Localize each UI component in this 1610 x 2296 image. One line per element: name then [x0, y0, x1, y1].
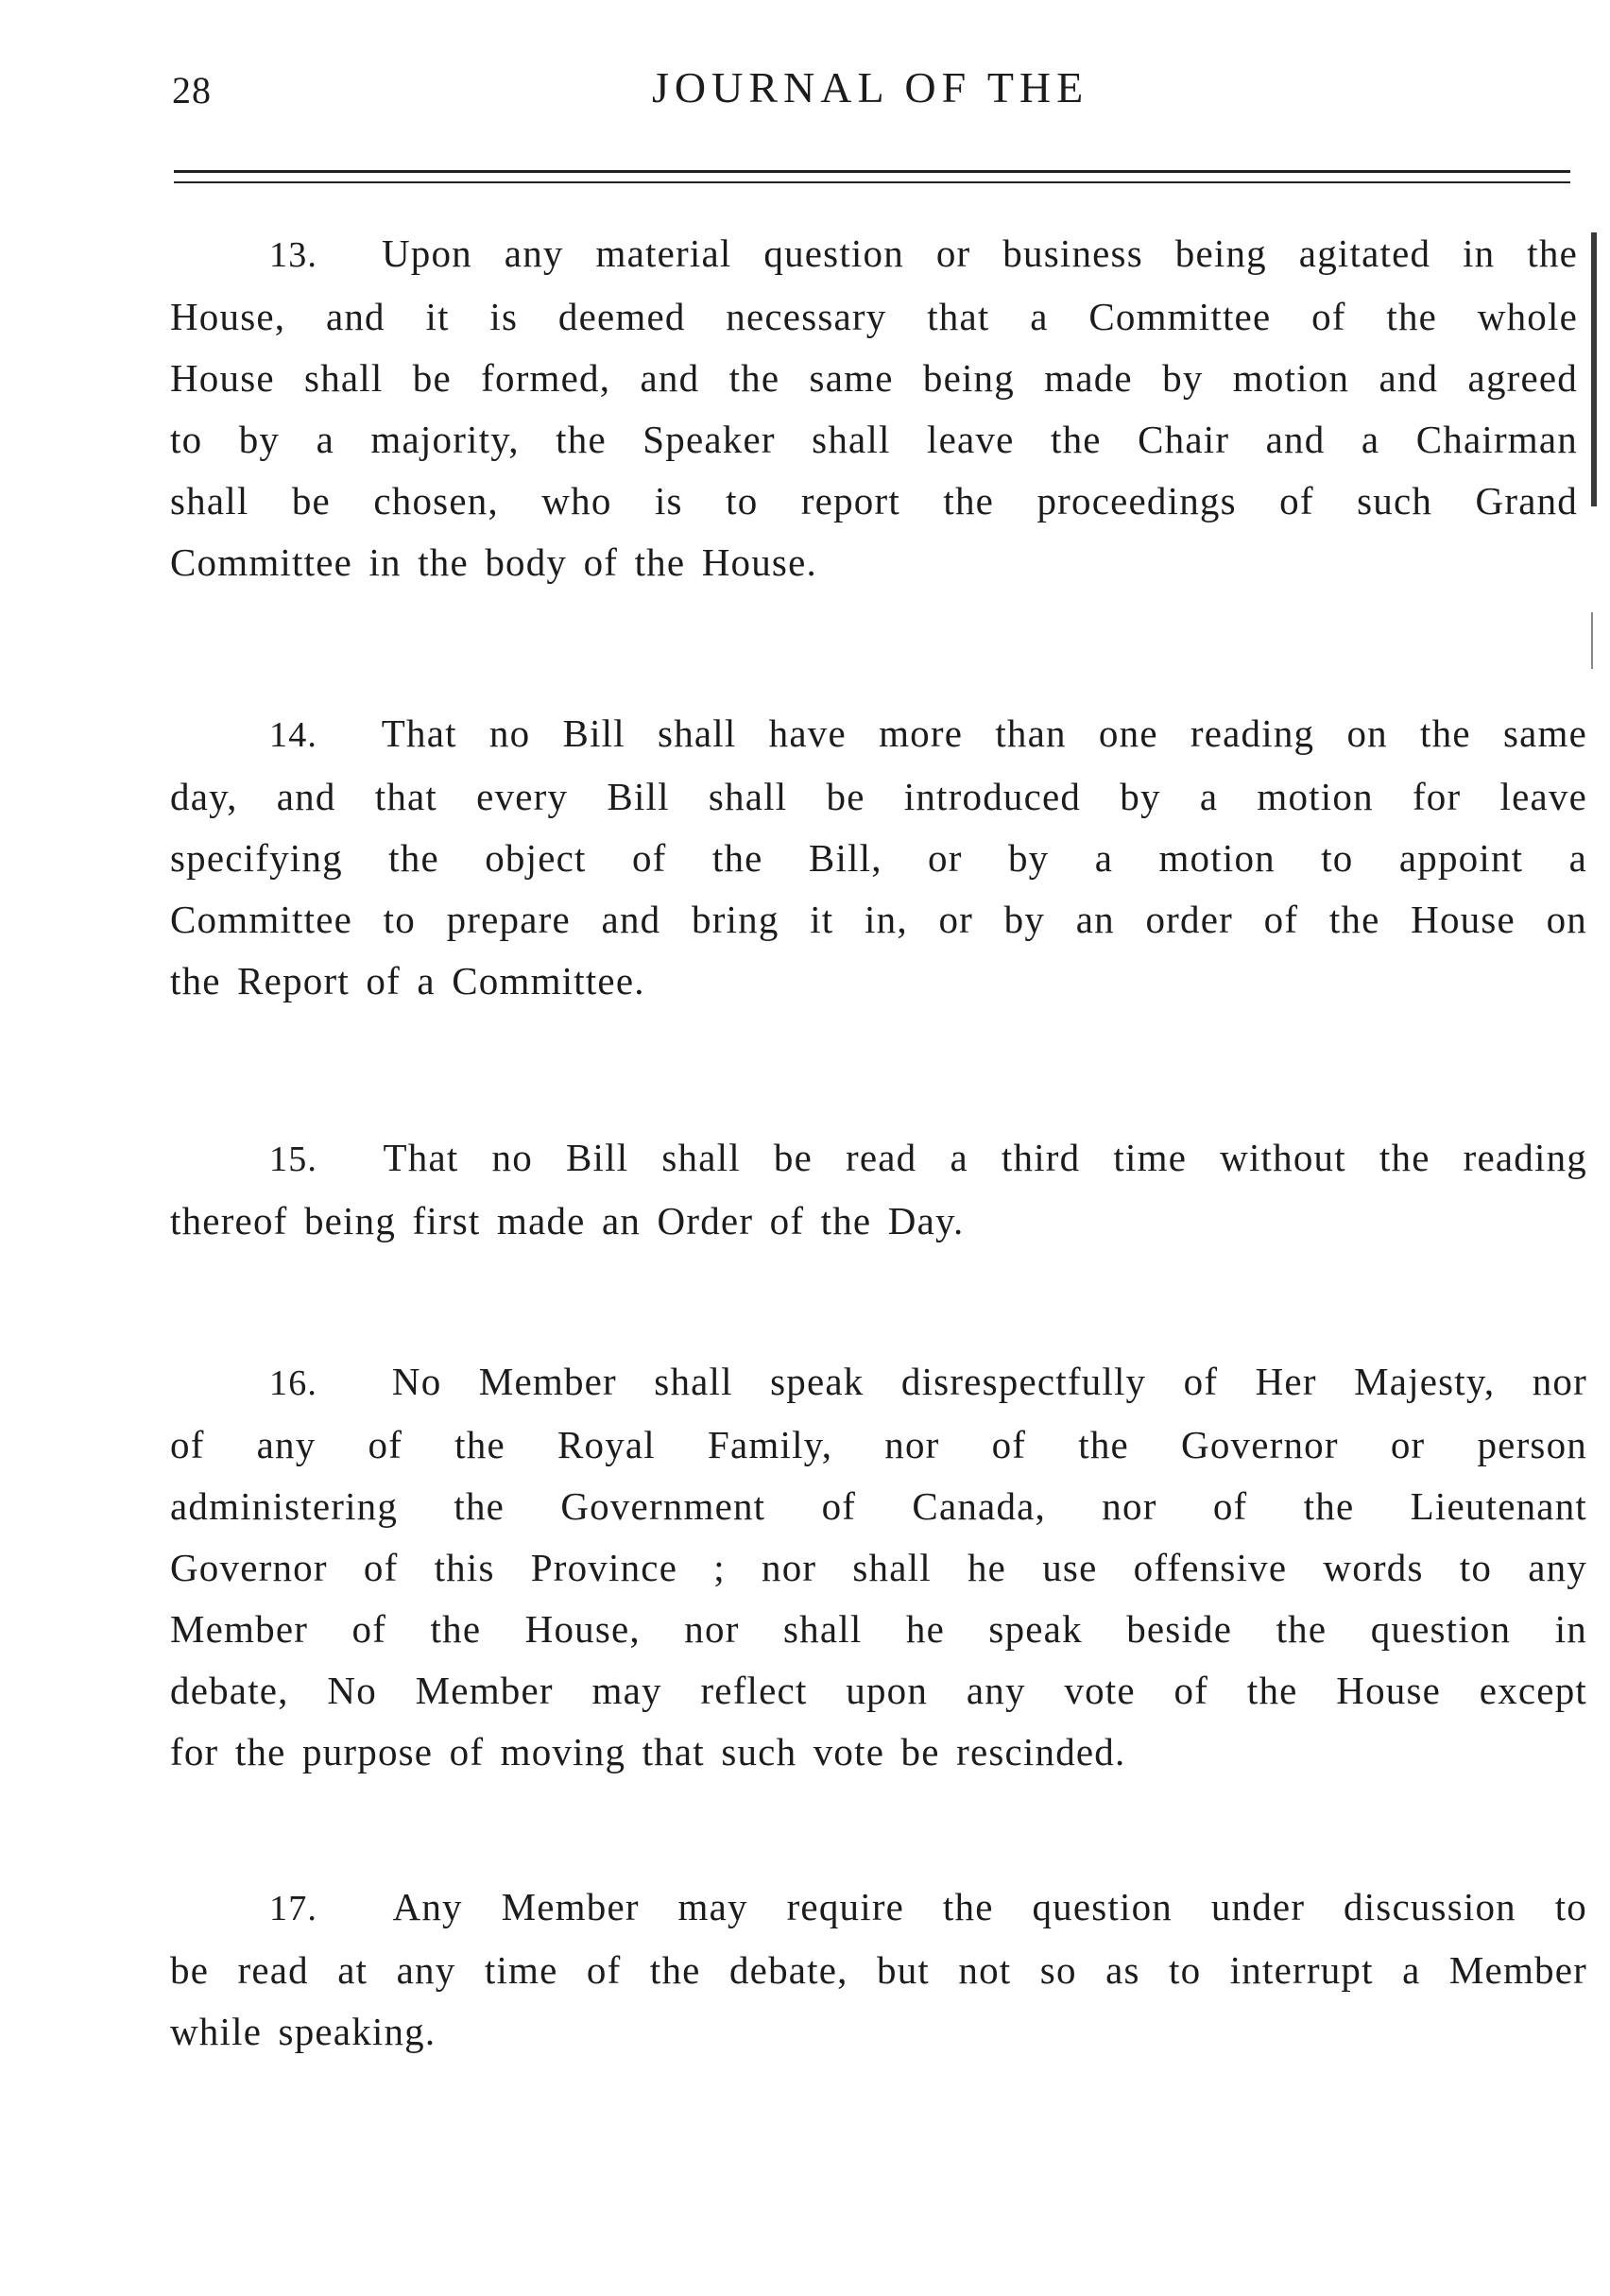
running-head: JOURNAL OF THE	[652, 63, 1089, 111]
paragraph-line: the Report of a Committee.	[170, 959, 645, 1002]
margin-bar	[1591, 232, 1597, 506]
line-text: No Member shall speak disrespectfully of Her Majesty, nor	[391, 1360, 1587, 1403]
paragraph-line: specifying the object of the Bill, or by a motion to appoint a	[170, 836, 1587, 880]
paragraph-line: to by a majority, the Speaker shall leave the Chair and a Chairman	[170, 418, 1578, 461]
paragraph-line: House shall be formed, and the same being made by motion and agreed	[170, 356, 1578, 400]
paragraph-line: Member of the House, nor shall he speak beside the question in	[170, 1607, 1587, 1651]
paragraph-line: administering the Government of Canada, nor of the Lieutenant	[170, 1484, 1587, 1528]
line-text: Upon any material question or business being agitated in the	[381, 231, 1578, 275]
line-text: That no Bill shall be read a third time without the reading	[383, 1136, 1587, 1179]
paragraph-line: day, and that every Bill shall be introduced by a motion for leave	[170, 775, 1587, 818]
rule-number: 14.	[269, 715, 318, 755]
paragraph-line: shall be chosen, who is to report the proceedings of such Grand	[170, 479, 1578, 523]
rule-paragraph-13	[170, 223, 1578, 593]
paragraph-line: Committee to prepare and bring it in, or by an order of the House on	[170, 898, 1587, 941]
paragraph-line: Governor of this Province ; nor shall he use offensive words to any	[170, 1546, 1587, 1589]
paragraph-line: be read at any time of the debate, but not so as to interrupt a Member	[170, 1948, 1587, 1992]
rule-number: 16.	[269, 1363, 318, 1403]
paragraph-line: of any of the Royal Family, nor of the Governor or person	[170, 1423, 1587, 1466]
rule-paragraph-16	[170, 1351, 1587, 1783]
rule-paragraph-14	[170, 703, 1587, 1012]
paragraph-line	[170, 1127, 1587, 1191]
paragraph-line	[170, 1351, 1587, 1414]
rule-paragraph-17	[170, 1876, 1587, 2063]
rule-number: 15.	[269, 1139, 318, 1179]
rule-number: 17.	[269, 1889, 318, 1928]
header-rule-top	[174, 170, 1570, 173]
paragraph-line	[170, 703, 1587, 766]
rule-paragraph-15	[170, 1127, 1587, 1252]
paragraph-line: thereof being first made an Order of the Day.	[170, 1199, 965, 1242]
line-text: That no Bill shall have more than one reading on the same	[381, 711, 1587, 755]
paragraph-line: debate, No Member may reflect upon any vote of the House except	[170, 1669, 1587, 1712]
paragraph-line: House, and it is deemed necessary that a Committee of the whole	[170, 295, 1578, 338]
margin-tick	[1591, 612, 1593, 669]
paragraph-line: while speaking.	[170, 2010, 437, 2053]
header-rule-bottom	[174, 181, 1570, 183]
page-number: 28	[172, 69, 212, 111]
paragraph-line: Committee in the body of the House.	[170, 540, 817, 584]
paragraph-line: for the purpose of moving that such vote be rescinded.	[170, 1730, 1126, 1773]
line-text: Any Member may require the question under discussion to	[392, 1885, 1587, 1928]
paragraph-line	[170, 1876, 1587, 1940]
rule-number: 13.	[269, 235, 318, 275]
paragraph-line	[170, 223, 1578, 286]
